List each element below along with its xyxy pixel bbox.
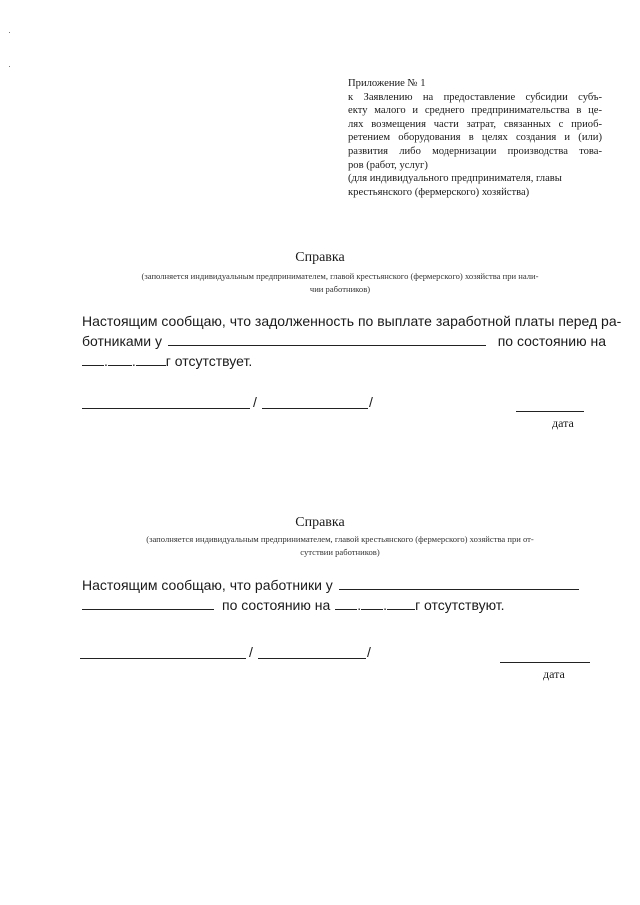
statement-line	[82, 351, 606, 371]
section1-note-line: чии работников)	[309, 284, 371, 294]
employer-name-field[interactable]	[168, 331, 486, 346]
statement-line	[82, 595, 606, 615]
date-day-field[interactable]	[82, 351, 104, 366]
statement-text: Настоящим сообщаю, что работники у	[82, 577, 333, 593]
appendix-line: крестьянского (фермерского) хозяйства)	[348, 186, 530, 198]
date-separator: .	[131, 353, 136, 369]
section1-note	[80, 270, 600, 296]
date-year-field[interactable]	[136, 351, 166, 366]
appendix-line: лях возмещения части затрат, связанных с приоб-	[348, 118, 602, 130]
signature-slash: /	[253, 394, 257, 410]
date-field[interactable]	[500, 662, 590, 663]
date-day-field[interactable]	[335, 595, 357, 610]
signature-slash: /	[367, 644, 371, 660]
appendix-line: к Заявлению на предоставление субсидии субъ-	[348, 91, 602, 103]
date-label: дата	[552, 416, 574, 430]
statement-line	[82, 575, 606, 595]
statement-text: ботниками у	[82, 333, 163, 349]
signature-name-field[interactable]	[262, 408, 368, 409]
section2-title: Справка	[295, 515, 345, 530]
employer-name-field-continued[interactable]	[82, 595, 214, 610]
section2-note-line: сутствии работников)	[300, 547, 380, 557]
statement-line	[82, 331, 606, 351]
section2-note	[80, 533, 600, 559]
section2-statement	[82, 575, 606, 615]
statement-text: по состоянию на	[222, 597, 331, 613]
employer-name-field[interactable]	[339, 575, 579, 590]
appendix-line: развития либо модернизации производства това-	[348, 145, 602, 157]
date-year-field[interactable]	[387, 595, 415, 610]
statement-text: Настоящим сообщаю, что задолженность по выплате заработной платы перед ра-	[82, 313, 622, 329]
statement-line	[82, 311, 622, 331]
appendix-header	[348, 77, 602, 199]
section1-title: Справка	[295, 250, 345, 265]
signature-slash: /	[369, 394, 373, 410]
section1-note-line: (заполняется индивидуальным предпринимателем, главой крестьянского (фермерского) хозяйства при нали-	[141, 271, 539, 281]
date-field[interactable]	[516, 411, 584, 412]
signature-field[interactable]	[80, 658, 246, 659]
appendix-line: Приложение № 1	[348, 78, 426, 89]
date-separator: .	[383, 597, 388, 613]
statement-text: по состоянию на	[497, 333, 606, 349]
statement-text: г отсутствуют.	[415, 597, 505, 613]
section2-note-line: (заполняется индивидуальным предпринимателем, главой крестьянского (фермерского) хозяйства при от-	[146, 534, 534, 544]
appendix-line: ретением оборудования в целях создания и (или)	[348, 132, 602, 144]
appendix-line: ров (работ, услуг)	[348, 159, 428, 171]
scan-speck	[9, 66, 10, 67]
appendix-line: (для индивидуального предпринимателя, главы	[348, 173, 562, 185]
date-month-field[interactable]	[361, 595, 383, 610]
signature-name-field[interactable]	[258, 658, 366, 659]
statement-text: г отсутствует.	[165, 353, 253, 369]
date-separator: .	[104, 353, 108, 369]
scan-speck	[9, 32, 10, 33]
date-label: дата	[543, 667, 565, 681]
appendix-line: екту малого и среднего предпринимательства в це-	[348, 105, 602, 117]
date-month-field[interactable]	[108, 351, 132, 366]
section1-statement	[82, 311, 622, 371]
signature-field[interactable]	[82, 408, 250, 409]
date-separator: .	[357, 597, 362, 613]
signature-slash: /	[249, 644, 253, 660]
